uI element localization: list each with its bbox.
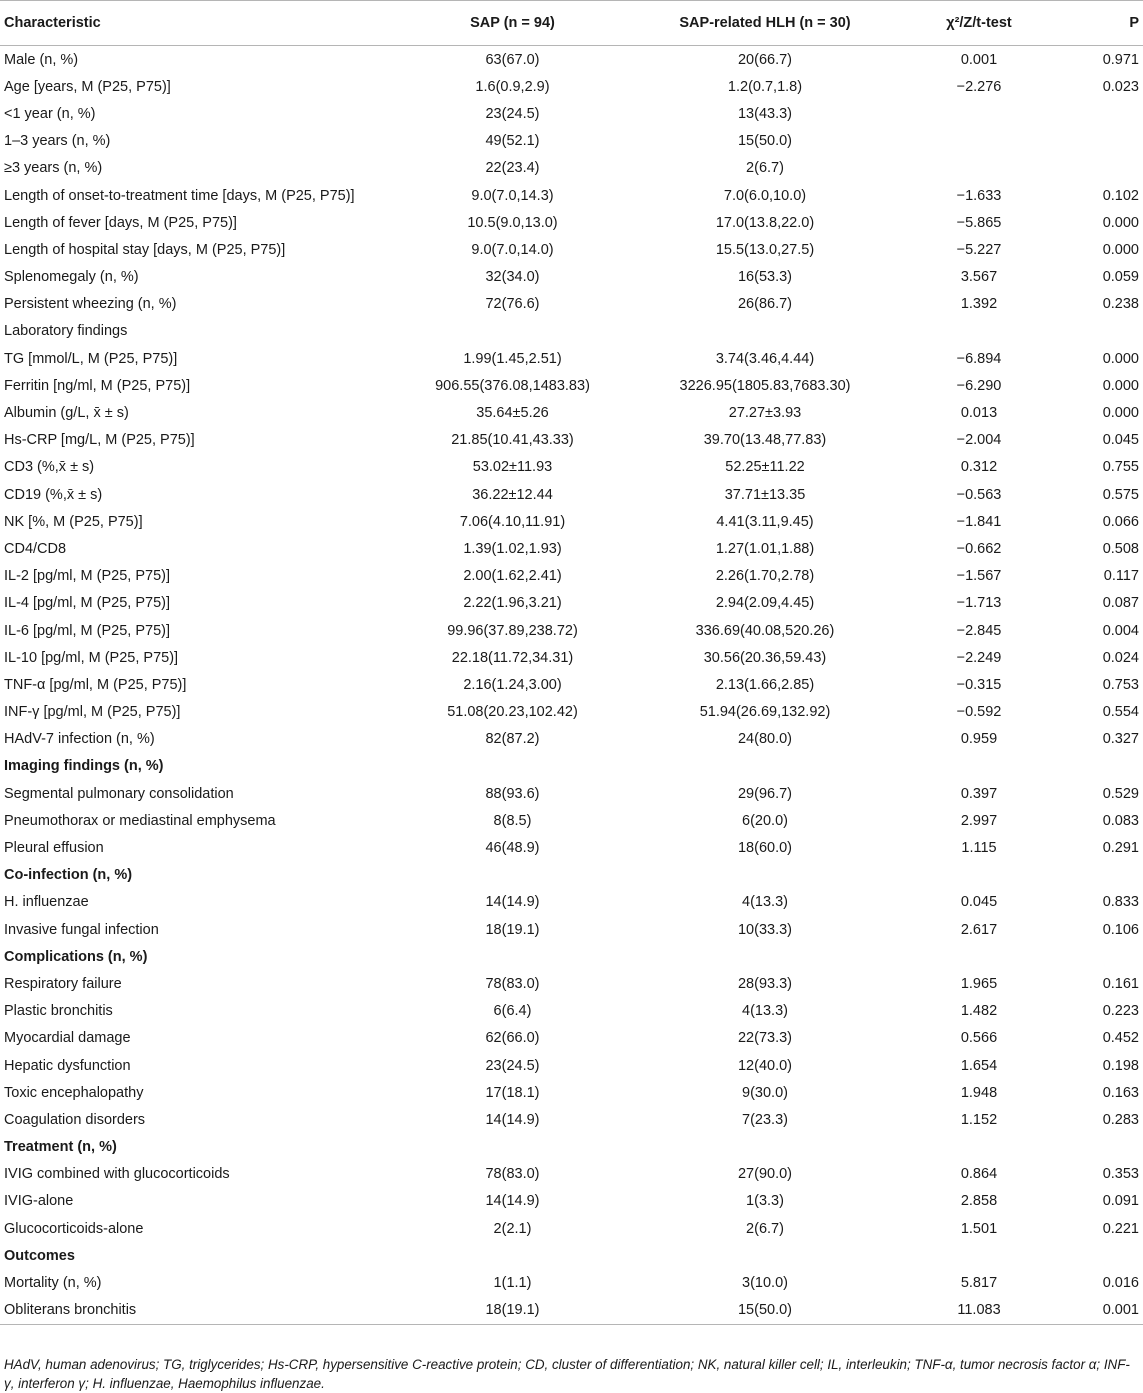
p-value: 0.452	[1102, 1030, 1139, 1047]
row-label: Outcomes	[4, 1247, 75, 1264]
row-label: Male (n, %)	[4, 51, 79, 68]
hlh-value: 2(6.7)	[746, 1220, 784, 1237]
test-statistic: −0.563	[956, 486, 1002, 503]
p-value	[1063, 862, 1143, 889]
row-label: IVIG-alone	[4, 1193, 74, 1210]
test-statistic	[895, 943, 1063, 970]
table-row	[0, 617, 1143, 644]
table-row	[0, 46, 1143, 74]
hlh-value: 1.27(1.01,1.88)	[715, 540, 815, 557]
p-value	[1063, 943, 1143, 970]
hlh-value: 30.56(20.36,59.43)	[703, 649, 827, 666]
test-statistic: −0.662	[956, 540, 1002, 557]
sap-value: 10.5(9.0,13.0)	[467, 214, 558, 231]
sap-value: 23(24.5)	[485, 1057, 540, 1074]
test-statistic: −2.276	[956, 78, 1002, 95]
table-row	[0, 970, 1143, 997]
table-row	[0, 427, 1143, 454]
table-row	[0, 563, 1143, 590]
hlh-value	[635, 1242, 895, 1269]
sap-value: 14(14.9)	[485, 894, 540, 911]
test-statistic: 1.948	[960, 1084, 998, 1101]
test-statistic: −6.290	[956, 377, 1002, 394]
hlh-value: 6(20.0)	[742, 812, 788, 829]
hlh-value: 28(93.3)	[737, 975, 792, 992]
hlh-value: 7.0(6.0,10.0)	[723, 187, 807, 204]
sap-value: 8(8.5)	[493, 812, 532, 829]
p-value: 0.083	[1102, 812, 1139, 829]
sap-value: 2.16(1.24,3.00)	[463, 676, 562, 693]
p-value: 0.023	[1102, 78, 1139, 95]
test-statistic: −2.249	[956, 649, 1002, 666]
row-label: CD4/CD8	[4, 540, 67, 557]
row-label: TNF-α [pg/ml, M (P25, P75)]	[4, 676, 187, 693]
test-statistic: −5.865	[956, 214, 1002, 231]
p-value: 0.198	[1102, 1057, 1139, 1074]
hlh-value: 4(13.3)	[742, 1003, 788, 1020]
row-label: ≥3 years (n, %)	[4, 160, 103, 177]
table-row	[0, 345, 1143, 372]
row-label: INF-γ [pg/ml, M (P25, P75)]	[4, 704, 181, 721]
sap-value: 36.22±12.44	[472, 486, 553, 503]
p-value: 0.833	[1102, 894, 1139, 911]
sap-value: 7.06(4.10,11.91)	[459, 513, 566, 530]
section-row	[0, 753, 1143, 780]
test-statistic: 0.013	[960, 405, 998, 422]
test-statistic: 3.567	[960, 269, 998, 286]
sap-value: 22.18(11.72,34.31)	[451, 649, 574, 666]
sap-value: 82(87.2)	[485, 731, 540, 748]
test-statistic: 2.858	[960, 1193, 998, 1210]
row-label: Complications (n, %)	[4, 948, 148, 965]
table-row	[0, 236, 1143, 263]
row-label: Laboratory findings	[4, 323, 128, 340]
sap-value: 49(52.1)	[485, 133, 540, 150]
p-value: 0.087	[1102, 595, 1139, 612]
sap-value: 72(76.6)	[485, 296, 540, 313]
test-statistic: 2.617	[960, 921, 998, 938]
test-statistic: 1.152	[960, 1111, 998, 1128]
test-statistic: 1.965	[960, 975, 998, 992]
row-label: Hs-CRP [mg/L, M (P25, P75)]	[4, 432, 195, 449]
hlh-value: 2.94(2.09,4.45)	[715, 595, 815, 612]
sap-value: 9.0(7.0,14.0)	[471, 241, 554, 258]
row-label: Glucocorticoids-alone	[4, 1220, 144, 1237]
sap-value: 1.39(1.02,1.93)	[463, 540, 562, 557]
sap-value: 2(2.1)	[493, 1220, 532, 1237]
test-statistic: 1.482	[960, 1003, 998, 1020]
table-row	[0, 481, 1143, 508]
sap-value	[390, 753, 635, 780]
row-label: Mortality (n, %)	[4, 1275, 102, 1292]
hlh-value: 15(50.0)	[635, 1297, 895, 1325]
sap-value: 1.99(1.45,2.51)	[463, 350, 562, 367]
p-value: 0.755	[1102, 459, 1139, 476]
test-statistic: 0.959	[960, 731, 998, 748]
row-label: Obliterans bronchitis	[0, 1297, 390, 1325]
row-label: Invasive fungal infection	[4, 921, 159, 938]
p-value: 0.353	[1102, 1166, 1139, 1183]
hlh-value: 13(43.3)	[737, 105, 792, 122]
hlh-value: 10(33.3)	[737, 921, 792, 938]
p-value: 0.575	[1102, 486, 1139, 503]
table-row	[0, 1269, 1143, 1296]
test-statistic: 0.312	[960, 459, 998, 476]
table-row	[0, 535, 1143, 562]
test-statistic: 0.864	[960, 1166, 998, 1183]
table-row	[0, 155, 1143, 182]
row-label: TG [mmol/L, M (P25, P75)]	[4, 350, 178, 367]
row-label: IL-2 [pg/ml, M (P25, P75)]	[4, 568, 171, 585]
row-label: Imaging findings (n, %)	[4, 758, 164, 775]
table-row	[0, 73, 1143, 100]
p-value: 0.000	[1102, 377, 1139, 394]
p-value: 0.971	[1102, 51, 1139, 68]
p-value	[1063, 753, 1143, 780]
table-row	[0, 1297, 1143, 1325]
row-label: Coagulation disorders	[4, 1111, 146, 1128]
hlh-value	[635, 862, 895, 889]
sap-value: 22(23.4)	[485, 160, 540, 177]
row-label: Myocardial damage	[4, 1030, 131, 1047]
hlh-value: 15(50.0)	[737, 133, 792, 150]
table-row	[0, 780, 1143, 807]
hlh-value: 3226.95(1805.83,7683.30)	[679, 377, 851, 394]
sap-value	[390, 943, 635, 970]
row-label: <1 year (n, %)	[4, 105, 96, 122]
hlh-value	[635, 753, 895, 780]
test-statistic: 2.997	[960, 812, 998, 829]
section-row	[0, 1134, 1143, 1161]
table-row	[0, 399, 1143, 426]
hlh-value: 1.2(0.7,1.8)	[727, 78, 803, 95]
table-row	[0, 454, 1143, 481]
table-row	[0, 1079, 1143, 1106]
row-label: HAdV-7 infection (n, %)	[4, 731, 155, 748]
row-label: Age [years, M (P25, P75)]	[4, 78, 171, 95]
hlh-value: 22(73.3)	[737, 1030, 792, 1047]
p-value: 0.001	[1063, 1297, 1143, 1325]
hlh-value: 1(3.3)	[746, 1193, 784, 1210]
row-label: Plastic bronchitis	[4, 1003, 113, 1020]
p-value: 0.508	[1102, 540, 1139, 557]
test-statistic: −6.894	[956, 350, 1002, 367]
table-row	[0, 209, 1143, 236]
p-value: 0.223	[1102, 1003, 1139, 1020]
sap-value: 35.64±5.26	[476, 405, 549, 422]
row-label: Splenomegaly (n, %)	[4, 269, 139, 286]
p-value: 0.554	[1102, 704, 1139, 721]
section-row	[0, 862, 1143, 889]
table-row	[0, 1188, 1143, 1215]
p-value: 0.004	[1102, 622, 1139, 639]
p-value: 0.000	[1102, 241, 1139, 258]
header-sap: SAP (n = 94)	[390, 1, 635, 46]
test-statistic: −0.315	[956, 676, 1002, 693]
hlh-value: 4.41(3.11,9.45)	[716, 513, 814, 530]
test-statistic	[895, 155, 1063, 182]
table-row	[0, 998, 1143, 1025]
sap-value: 21.85(10.41,43.33)	[451, 432, 574, 449]
sap-value: 6(6.4)	[493, 1003, 532, 1020]
table-row	[0, 807, 1143, 834]
header-p-value: P	[1063, 1, 1143, 46]
p-value: 0.106	[1102, 921, 1139, 938]
table-row	[0, 671, 1143, 698]
table-footnote: HAdV, human adenovirus; TG, triglycerides; Hs-CRP, hypersensitive C-reactive protein; CD, cluster of differentiation; NK, natural killer cell; IL, interleukin; TNF-α, tumor necrosis factor α; INF-γ, interferon γ; H. influenzae, Haemophilus influenzae.	[4, 1357, 1130, 1391]
hlh-value: 17.0(13.8,22.0)	[715, 214, 815, 231]
hlh-value	[635, 1134, 895, 1161]
sap-value: 1.6(0.9,2.9)	[475, 78, 550, 95]
table-row	[0, 1025, 1143, 1052]
hlh-value: 37.71±13.35	[724, 486, 806, 503]
p-value	[1063, 128, 1143, 155]
table-row	[0, 726, 1143, 753]
p-value	[1063, 1242, 1143, 1269]
sap-value: 1(1.1)	[493, 1275, 532, 1292]
p-value	[1063, 155, 1143, 182]
sap-value: 9.0(7.0,14.3)	[471, 187, 554, 204]
test-statistic: 1.654	[960, 1057, 998, 1074]
row-label: IL-6 [pg/ml, M (P25, P75)]	[4, 622, 171, 639]
hlh-value	[635, 318, 895, 345]
row-label: Ferritin [ng/ml, M (P25, P75)]	[4, 377, 191, 394]
table-row	[0, 1215, 1143, 1242]
test-statistic	[895, 100, 1063, 127]
p-value: 0.117	[1103, 568, 1139, 585]
header-test-statistic: χ²/Z/t-test	[895, 1, 1063, 46]
sap-value: 18(19.1)	[485, 921, 540, 938]
row-label: 1–3 years (n, %)	[4, 133, 111, 150]
test-statistic: 0.045	[960, 894, 998, 911]
table-row	[0, 916, 1143, 943]
table-body	[0, 46, 1143, 1325]
test-statistic: −1.841	[956, 513, 1002, 530]
p-value: 0.059	[1102, 269, 1139, 286]
p-value: 0.016	[1102, 1275, 1139, 1292]
p-value: 0.000	[1102, 350, 1139, 367]
p-value: 0.161	[1102, 975, 1139, 992]
test-statistic	[895, 1242, 1063, 1269]
hlh-value: 12(40.0)	[737, 1057, 792, 1074]
table-row	[0, 590, 1143, 617]
hlh-value: 27(90.0)	[737, 1166, 792, 1183]
p-value: 0.529	[1102, 785, 1139, 802]
row-label: NK [%, M (P25, P75)]	[4, 513, 143, 530]
test-statistic: 0.001	[960, 51, 998, 68]
p-value: 0.102	[1102, 187, 1139, 204]
table-row	[0, 100, 1143, 127]
hlh-value: 2.13(1.66,2.85)	[715, 676, 815, 693]
p-value: 0.283	[1102, 1111, 1139, 1128]
test-statistic	[895, 318, 1063, 345]
table-row	[0, 264, 1143, 291]
p-value	[1063, 1134, 1143, 1161]
test-statistic: −1.713	[956, 595, 1002, 612]
p-value: 0.291	[1102, 840, 1139, 857]
hlh-value: 3(10.0)	[742, 1275, 788, 1292]
sap-value: 63(67.0)	[485, 51, 540, 68]
table-row	[0, 508, 1143, 535]
hlh-value: 2.26(1.70,2.78)	[715, 568, 815, 585]
test-statistic: 1.115	[961, 840, 997, 857]
table-row	[0, 182, 1143, 209]
row-label: Length of onset-to-treatment time [days, M (P25, P75)]	[4, 187, 355, 204]
sap-value: 14(14.9)	[485, 1193, 540, 1210]
sap-value: 2.00(1.62,2.41)	[463, 568, 562, 585]
hlh-value	[635, 943, 895, 970]
test-statistic: 11.083	[895, 1297, 1063, 1325]
test-statistic: 1.392	[960, 296, 998, 313]
hlh-value: 51.94(26.69,132.92)	[699, 704, 831, 721]
test-statistic: 5.817	[960, 1275, 998, 1292]
test-statistic	[895, 128, 1063, 155]
row-label: Persistent wheezing (n, %)	[4, 296, 177, 313]
hlh-value: 2(6.7)	[746, 160, 784, 177]
sap-value: 53.02±11.93	[472, 459, 553, 476]
row-label: IVIG combined with glucocorticoids	[4, 1166, 230, 1183]
test-statistic: 1.501	[960, 1220, 998, 1237]
table-row	[0, 318, 1143, 345]
sap-value: 18(19.1)	[390, 1297, 635, 1325]
test-statistic	[895, 862, 1063, 889]
p-value: 0.238	[1102, 296, 1139, 313]
sap-value	[390, 862, 635, 889]
table-row	[0, 128, 1143, 155]
header-characteristic: Characteristic	[0, 1, 390, 46]
table-row	[0, 644, 1143, 671]
hlh-value: 7(23.3)	[742, 1111, 788, 1128]
section-row	[0, 943, 1143, 970]
row-label: Toxic encephalopathy	[4, 1084, 144, 1101]
hlh-value: 4(13.3)	[742, 894, 788, 911]
sap-value: 88(93.6)	[485, 785, 540, 802]
test-statistic: −1.633	[956, 187, 1002, 204]
test-statistic: −0.592	[956, 704, 1002, 721]
row-label: Segmental pulmonary consolidation	[4, 785, 234, 802]
p-value	[1063, 318, 1143, 345]
row-label: Co-infection (n, %)	[4, 867, 133, 884]
sap-value: 2.22(1.96,3.21)	[463, 595, 562, 612]
table-row	[0, 834, 1143, 861]
p-value: 0.327	[1102, 731, 1139, 748]
test-statistic: 0.397	[960, 785, 998, 802]
p-value: 0.024	[1102, 649, 1139, 666]
table-row	[0, 291, 1143, 318]
p-value: 0.753	[1102, 676, 1139, 693]
p-value: 0.221	[1102, 1220, 1139, 1237]
hlh-value: 9(30.0)	[742, 1084, 788, 1101]
sap-value: 46(48.9)	[485, 840, 540, 857]
hlh-value: 15.5(13.0,27.5)	[715, 241, 815, 258]
hlh-value: 24(80.0)	[737, 731, 792, 748]
sap-value: 78(83.0)	[485, 975, 540, 992]
row-label: CD3 (%,x̄ ± s)	[4, 459, 95, 476]
row-label: Pleural effusion	[4, 840, 104, 857]
row-label: Length of hospital stay [days, M (P25, P75)]	[4, 241, 286, 258]
p-value	[1063, 100, 1143, 127]
row-label: Hepatic dysfunction	[4, 1057, 131, 1074]
test-statistic: −1.567	[956, 568, 1002, 585]
header-sap-related-hlh: SAP-related HLH (n = 30)	[635, 1, 895, 46]
sap-value: 23(24.5)	[485, 105, 540, 122]
test-statistic: −2.004	[956, 432, 1002, 449]
p-value: 0.091	[1102, 1193, 1139, 1210]
hlh-value: 52.25±11.22	[725, 459, 805, 476]
hlh-value: 18(60.0)	[737, 840, 792, 857]
p-value: 0.163	[1102, 1084, 1139, 1101]
test-statistic: −5.227	[956, 241, 1002, 258]
p-value: 0.000	[1102, 405, 1139, 422]
table-row	[0, 1052, 1143, 1079]
sap-value	[390, 1242, 635, 1269]
table-row	[0, 1161, 1143, 1188]
sap-value: 78(83.0)	[485, 1166, 540, 1183]
row-label: H. influenzae	[4, 894, 89, 911]
row-label: IL-10 [pg/ml, M (P25, P75)]	[4, 649, 179, 666]
sap-value: 17(18.1)	[485, 1084, 540, 1101]
sap-value: 14(14.9)	[485, 1111, 540, 1128]
hlh-value: 336.69(40.08,520.26)	[695, 622, 835, 639]
p-value: 0.045	[1102, 432, 1139, 449]
row-label: IL-4 [pg/ml, M (P25, P75)]	[4, 595, 171, 612]
sap-value: 99.96(37.89,238.72)	[447, 622, 578, 639]
test-statistic: 0.566	[960, 1030, 998, 1047]
row-label: CD19 (%,x̄ ± s)	[4, 486, 103, 503]
row-label: Treatment (n, %)	[4, 1139, 117, 1156]
table-row	[0, 889, 1143, 916]
row-label: Length of fever [days, M (P25, P75)]	[4, 214, 237, 231]
row-label: Respiratory failure	[4, 975, 122, 992]
sap-value: 51.08(20.23,102.42)	[447, 704, 578, 721]
table-header-row	[0, 1, 1143, 46]
table-row	[0, 699, 1143, 726]
table-row	[0, 372, 1143, 399]
test-statistic	[895, 1134, 1063, 1161]
row-label: Albumin (g/L, x̄ ± s)	[4, 405, 129, 422]
table-row	[0, 1106, 1143, 1133]
section-row	[0, 1242, 1143, 1269]
row-label: Pneumothorax or mediastinal emphysema	[4, 812, 276, 829]
hlh-value: 26(86.7)	[737, 296, 792, 313]
hlh-value: 39.70(13.48,77.83)	[703, 432, 827, 449]
p-value: 0.066	[1102, 513, 1139, 530]
hlh-value: 20(66.7)	[737, 51, 792, 68]
test-statistic	[895, 753, 1063, 780]
hlh-value: 27.27±3.93	[728, 405, 802, 422]
test-statistic: −2.845	[956, 622, 1002, 639]
hlh-value: 16(53.3)	[737, 269, 792, 286]
sap-value: 906.55(376.08,1483.83)	[435, 377, 590, 394]
sap-value: 32(34.0)	[485, 269, 540, 286]
sap-value	[390, 318, 635, 345]
hlh-value: 29(96.7)	[737, 785, 792, 802]
sap-value	[390, 1134, 635, 1161]
p-value: 0.000	[1102, 214, 1139, 231]
sap-value: 62(66.0)	[485, 1030, 540, 1047]
hlh-value: 3.74(3.46,4.44)	[715, 350, 815, 367]
